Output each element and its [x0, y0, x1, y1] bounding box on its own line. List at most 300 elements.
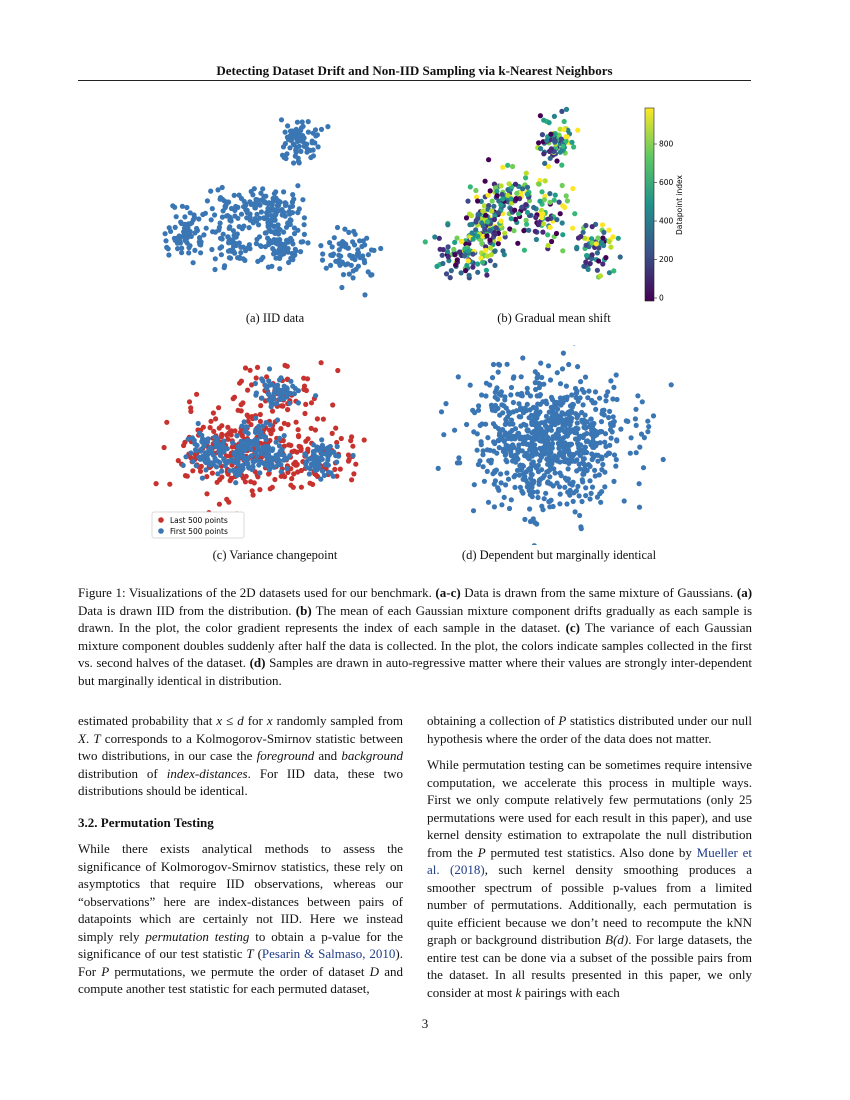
shift-point [554, 231, 559, 236]
shift-point [545, 217, 550, 222]
iid-point [175, 246, 180, 251]
dependent-point [547, 504, 552, 509]
iid-point [239, 212, 244, 217]
iid-point [362, 242, 367, 247]
iid-point [227, 214, 232, 219]
dependent-point [572, 345, 577, 346]
shift-point [595, 268, 600, 273]
dependent-point [517, 473, 522, 478]
dependent-point [562, 422, 567, 427]
first-half-point [265, 459, 270, 464]
iid-point [343, 244, 348, 249]
dependent-point [607, 409, 612, 414]
iid-point [311, 147, 316, 152]
first-half-point [230, 440, 235, 445]
dependent-point [489, 403, 494, 408]
dependent-point [544, 414, 549, 419]
shift-point [484, 273, 489, 278]
iid-point [226, 240, 231, 245]
dependent-point [489, 458, 494, 463]
iid-point [192, 248, 197, 253]
dependent-point [611, 479, 616, 484]
dependent-point [537, 446, 542, 451]
dependent-point [574, 488, 579, 493]
shift-point [510, 164, 515, 169]
dependent-point [573, 509, 578, 514]
shift-point [560, 232, 565, 237]
shift-point [581, 230, 586, 235]
last-half-point [299, 485, 304, 490]
caption-label-a: (a) [736, 585, 753, 600]
shift-point [600, 235, 605, 240]
dependent-point [503, 417, 508, 422]
first-half-point [212, 456, 217, 461]
first-half-point [351, 453, 356, 458]
dependent-point [565, 457, 570, 462]
dependent-point [533, 437, 538, 442]
shift-point [559, 163, 564, 168]
shift-point [500, 248, 505, 253]
last-half-point [225, 425, 230, 430]
dependent-point [587, 478, 592, 483]
shift-point [446, 244, 451, 249]
dependent-point [518, 423, 523, 428]
dependent-point [609, 436, 614, 441]
dependent-point [558, 427, 563, 432]
dependent-point [593, 389, 598, 394]
shift-point [539, 189, 544, 194]
iid-point [209, 217, 214, 222]
last-half-point [257, 487, 262, 492]
iid-point [196, 216, 201, 221]
first-half-point [324, 461, 329, 466]
iid-point [195, 228, 200, 233]
dependent-point [580, 477, 585, 482]
shift-point [524, 222, 529, 227]
iid-point [312, 140, 317, 145]
scatter-iid-plot [140, 110, 420, 310]
shift-point [543, 178, 548, 183]
iid-point [269, 240, 274, 245]
first-half-point [268, 422, 273, 427]
iid-point [313, 133, 318, 138]
dependent-point [613, 464, 618, 469]
shift-point [498, 202, 503, 207]
dependent-point [553, 470, 558, 475]
dependent-point [496, 362, 501, 367]
dependent-point [508, 392, 513, 397]
colorbar-tick-label: 0 [659, 293, 664, 303]
dependent-point [496, 370, 501, 375]
dependent-point [464, 422, 469, 427]
dependent-point [538, 392, 543, 397]
last-half-point [194, 392, 199, 397]
dependent-point [558, 395, 563, 400]
shift-point [455, 257, 460, 262]
dependent-point [491, 362, 496, 367]
iid-point [218, 197, 223, 202]
dependent-point [593, 473, 598, 478]
shift-point [560, 183, 565, 188]
caption-label-d: (d) [249, 655, 266, 670]
iid-point [269, 229, 274, 234]
last-half-point [310, 482, 315, 487]
dependent-point [544, 401, 549, 406]
last-half-point [217, 502, 222, 507]
dependent-point [492, 482, 497, 487]
dependent-point [634, 423, 639, 428]
last-half-point [239, 402, 244, 407]
dependent-point [506, 477, 511, 482]
dependent-point [532, 520, 537, 525]
dependent-point [533, 387, 538, 392]
shift-point [512, 208, 517, 213]
dependent-point [629, 435, 634, 440]
iid-point [192, 212, 197, 217]
first-half-point [285, 386, 290, 391]
iid-point [290, 192, 295, 197]
paragraph-acceleration: While permutation testing can be sometimes require intensive computation, we accelerate this process in multiple ways. First we only compute relatively few permutations (only 25 permutations were used for each result in this paper), and use kernel density estimation to extrapolate the null distribution from the P permuted test statistics. Also done by Mueller et al. (2018), such kernel density smoothing produces a smoother spectrum of possible p-values from a limited number of permutations. Additionally, each permutation is quite efficient because we don’t need to recompute the kNN graph or background distribution B(d). For large datasets, the entire test can be done via a subset of the possible pairs from the dataset. In all results presented in this paper, we only consider at most k pairings with each [427, 757, 753, 1000]
shift-point [467, 222, 472, 227]
iid-point [276, 208, 281, 213]
iid-point [232, 193, 237, 198]
last-half-point [267, 428, 272, 433]
iid-point [333, 259, 338, 264]
dependent-point [516, 401, 521, 406]
shift-point [488, 258, 493, 263]
dependent-point [504, 432, 509, 437]
first-half-point [190, 435, 195, 440]
iid-point [320, 258, 325, 263]
dependent-point [578, 442, 583, 447]
first-half-point [308, 466, 313, 471]
dependent-point [580, 460, 585, 465]
scatter-variance-plot [140, 345, 420, 545]
first-half-point [257, 470, 262, 475]
dependent-point [597, 396, 602, 401]
dependent-point [492, 468, 497, 473]
shift-point [596, 258, 601, 263]
dependent-point [569, 392, 574, 397]
dependent-point [625, 419, 630, 424]
iid-point [297, 138, 302, 143]
iid-point [318, 243, 323, 248]
first-half-point [197, 431, 202, 436]
dependent-point [560, 366, 565, 371]
last-half-point [190, 468, 195, 473]
dependent-point [479, 439, 484, 444]
dependent-point [579, 499, 584, 504]
first-half-point [238, 446, 243, 451]
shift-point [598, 273, 603, 278]
scatter-dependent-plot [420, 345, 695, 545]
first-half-point [319, 437, 324, 442]
dependent-point [578, 453, 583, 458]
dependent-point [497, 413, 502, 418]
dependent-point [633, 416, 638, 421]
dependent-point [491, 421, 496, 426]
dependent-point [542, 473, 547, 478]
shift-point [552, 114, 557, 119]
iid-point [298, 249, 303, 254]
shift-point [499, 219, 504, 224]
shift-point [564, 193, 569, 198]
shift-point [453, 263, 458, 268]
iid-point [311, 153, 316, 158]
dependent-point [559, 402, 564, 407]
first-half-point [278, 462, 283, 467]
iid-point [325, 124, 330, 129]
shift-point [561, 127, 566, 132]
iid-point [279, 117, 284, 122]
dependent-point [583, 445, 588, 450]
dependent-point [439, 409, 444, 414]
dependent-point [498, 471, 503, 476]
iid-point [295, 183, 300, 188]
dependent-point [549, 498, 554, 503]
iid-point [292, 225, 297, 230]
iid-point [351, 275, 356, 280]
iid-point [349, 263, 354, 268]
legend [152, 512, 244, 538]
shift-point [493, 232, 498, 237]
iid-point [281, 189, 286, 194]
iid-point [332, 235, 337, 240]
last-half-point [303, 402, 308, 407]
last-half-point [255, 365, 260, 370]
right-column [427, 712, 752, 1010]
iid-point [166, 246, 171, 251]
dependent-point [584, 439, 589, 444]
iid-point [227, 255, 232, 260]
iid-point [198, 250, 203, 255]
last-half-point [296, 427, 301, 432]
last-half-point [279, 474, 284, 479]
shift-point [533, 215, 538, 220]
dependent-point [573, 386, 578, 391]
last-half-point [244, 474, 249, 479]
dependent-point [640, 399, 645, 404]
iid-point [197, 239, 202, 244]
iid-point [305, 146, 310, 151]
first-half-point [188, 450, 193, 455]
shift-point [594, 241, 599, 246]
dependent-point [661, 457, 666, 462]
shift-point [444, 271, 449, 276]
shift-point [583, 223, 588, 228]
shift-point [464, 215, 469, 220]
shift-point [466, 258, 471, 263]
iid-point [316, 144, 321, 149]
last-half-point [302, 384, 307, 389]
dependent-point [579, 526, 584, 531]
shift-point [507, 181, 512, 186]
first-half-point [307, 471, 312, 476]
last-half-point [176, 458, 181, 463]
shift-point [590, 224, 595, 229]
first-half-point [243, 429, 248, 434]
running-head-title: Detecting Dataset Drift and Non-IID Sampling via k-Nearest Neighbors [216, 63, 613, 78]
shift-point [560, 220, 565, 225]
iid-point [328, 263, 333, 268]
shift-point [548, 132, 553, 137]
dependent-point [569, 416, 574, 421]
dependent-point [545, 442, 550, 447]
shift-point [465, 249, 470, 254]
last-half-point [330, 402, 335, 407]
last-half-point [231, 396, 236, 401]
shift-point [470, 252, 475, 257]
dependent-point [669, 382, 674, 387]
last-half-point [258, 403, 263, 408]
dependent-point [499, 502, 504, 507]
dependent-point [564, 396, 569, 401]
dependent-point [488, 448, 493, 453]
shift-point [423, 239, 428, 244]
last-half-point [278, 426, 283, 431]
first-half-point [257, 459, 262, 464]
first-half-point [214, 464, 219, 469]
shift-point [488, 188, 493, 193]
dependent-point [497, 445, 502, 450]
dependent-point [611, 385, 616, 390]
dependent-point [547, 474, 552, 479]
last-half-point [245, 413, 250, 418]
shift-point [538, 113, 543, 118]
iid-point [212, 267, 217, 272]
first-half-point [253, 416, 258, 421]
dependent-point [498, 393, 503, 398]
first-half-point [253, 393, 258, 398]
last-half-point [232, 428, 237, 433]
dependent-point [468, 383, 473, 388]
dependent-point [529, 413, 534, 418]
shift-point [541, 151, 546, 156]
dependent-point [496, 488, 501, 493]
dependent-point [470, 408, 475, 413]
dependent-point [637, 445, 642, 450]
dependent-point [509, 497, 514, 502]
iid-point [300, 197, 305, 202]
shift-point [496, 241, 501, 246]
shift-point [465, 199, 470, 204]
dependent-point [538, 361, 543, 366]
shift-point [549, 146, 554, 151]
citation-pesarin[interactable]: Pesarin & Salmaso, 2010 [261, 946, 396, 961]
dependent-point [443, 401, 448, 406]
first-half-point [313, 466, 318, 471]
iid-point [368, 273, 373, 278]
last-half-point [280, 403, 285, 408]
iid-point [265, 213, 270, 218]
dependent-point [509, 436, 514, 441]
dependent-point [570, 427, 575, 432]
shift-point [438, 247, 443, 252]
shift-point [471, 237, 476, 242]
dependent-point [511, 376, 516, 381]
citation-mueller[interactable]: Mueller et al. (2018) [427, 844, 752, 877]
dependent-point [608, 378, 613, 383]
shift-point [584, 253, 589, 258]
last-half-point [219, 475, 224, 480]
shift-point [488, 245, 493, 250]
dependent-point [564, 478, 569, 483]
shift-point [601, 243, 606, 248]
dependent-point [584, 450, 589, 455]
dependent-point [539, 455, 544, 460]
iid-point [283, 130, 288, 135]
iid-point [297, 206, 302, 211]
first-half-point [240, 452, 245, 457]
first-half-point [239, 424, 244, 429]
iid-point [302, 215, 307, 220]
iid-point [362, 292, 367, 297]
dependent-point [503, 453, 508, 458]
first-half-point [239, 441, 244, 446]
dependent-point [455, 460, 460, 465]
shift-point [548, 225, 553, 230]
shift-point [459, 270, 464, 275]
dependent-point [436, 466, 441, 471]
dependent-point [580, 387, 585, 392]
dependent-point [548, 450, 553, 455]
dependent-point [511, 400, 516, 405]
iid-point [251, 219, 256, 224]
dependent-point [582, 423, 587, 428]
first-half-point [235, 461, 240, 466]
last-half-point [294, 420, 299, 425]
last-half-point [349, 477, 354, 482]
shift-point [526, 228, 531, 233]
dependent-point [571, 402, 576, 407]
first-half-point [282, 433, 287, 438]
shift-point [547, 200, 552, 205]
last-half-point [185, 474, 190, 479]
last-half-point [208, 425, 213, 430]
iid-point [226, 249, 231, 254]
dependent-point [490, 375, 495, 380]
dependent-point [513, 426, 518, 431]
shift-point [595, 235, 600, 240]
dependent-point [530, 418, 535, 423]
dependent-point [502, 495, 507, 500]
caption-label-ac: (a-c) [435, 585, 461, 600]
shift-point [482, 227, 487, 232]
dependent-point [512, 474, 517, 479]
first-half-point [333, 453, 338, 458]
last-half-point [258, 412, 263, 417]
shift-point [514, 191, 519, 196]
iid-point [163, 238, 168, 243]
shift-point [483, 248, 488, 253]
page-number: 3 [421, 1016, 429, 1031]
dependent-point [485, 469, 490, 474]
dependent-point [441, 432, 446, 437]
iid-point [180, 204, 185, 209]
iid-point [277, 266, 282, 271]
colorbar [645, 108, 654, 301]
dependent-point [634, 450, 639, 455]
last-half-point [294, 450, 299, 455]
header-rule [78, 80, 751, 81]
shift-point [561, 144, 566, 149]
last-half-point [164, 420, 169, 425]
shift-point [533, 229, 538, 234]
last-half-point [302, 411, 307, 416]
last-half-point [210, 471, 215, 476]
shift-point [454, 236, 459, 241]
last-half-point [285, 407, 290, 412]
